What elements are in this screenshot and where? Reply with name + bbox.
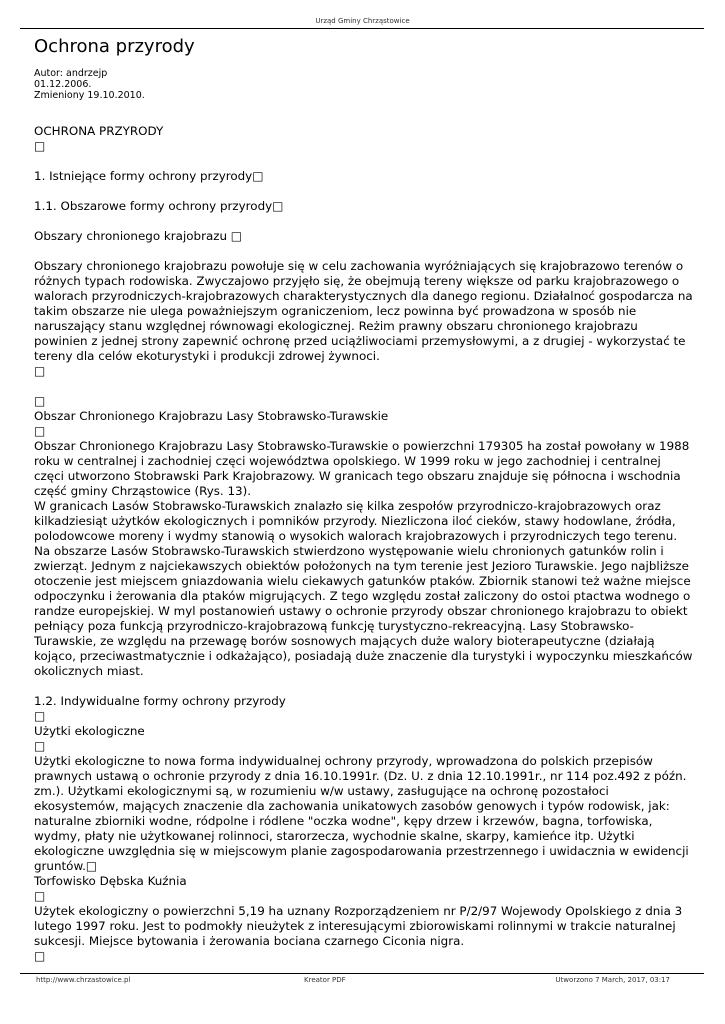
section-heading-ochrona-przyrody: OCHRONA PRZYRODY □ <box>34 124 164 153</box>
footer-url-link[interactable]: http://www.chrzastowice.pl <box>36 976 131 984</box>
spacer <box>34 679 694 694</box>
spacer <box>34 214 694 229</box>
spacer <box>34 154 694 169</box>
spacer <box>34 379 694 394</box>
page-header-site-name: Urząd Gminy Chrząstowice <box>315 17 410 25</box>
footer-generator: Kreator PDF <box>304 976 346 984</box>
spacer <box>34 244 694 259</box>
page-title: Ochrona przyrody <box>34 36 195 57</box>
section-heading-obszarowe-formy: 1.1. Obszarowe formy ochrony przyrody□ <box>34 199 284 213</box>
subheading-obszary-chronionego-krajobrazu: Obszary chronionego krajobrazu □ <box>34 229 243 243</box>
header-divider <box>20 28 704 29</box>
footer-divider <box>20 973 704 974</box>
footer-created-date: Utworzono 7 March, 2017, 03:17 <box>555 976 670 984</box>
section-heading-istniejace-formy: 1. Istniejące formy ochrony przyrody□ <box>34 169 264 183</box>
paragraph-indywidualne-formy: 1.2. Indywidualne formy ochrony przyrody □ Użytki ekologiczne □ Użytki ekologiczne to nowa forma indywidualnej ochrony przyrody, wprowadzona do polskich przepisów prawnych ustawą o ochronie przyrody z dnia 16.10.1991r. (Dz. U. z dnia 12.10.1991r., nr 114 poz.492 z późn. zm.). Użytkami ekologicznymi są, w rozumieniu w/w ustawy, zasługujące na ochronę pozostałoci ekosystemów, mających znaczenie dla zachowania unikatowych zasobów genowych i typów rodowisk, jak: naturalne zbiorniki wodne, ródpolne i ródlene "oczka wodne", kępy drzew i krzewów, bagna, torfowiska, wydmy, płaty nie użytkowanej rolinnoci, starorzecza, wychodnie skalne, skarpy, kamieńce itp. Użytki ekologiczne uwzględnia się w miejscowym planie zagospodarowania przestrzennego i uwidacznia w ewidencji gruntów.□ Torfowisko Dębska Kuźnia □ Użytek ekologiczny o powierzchni 5,19 ha uznany Rozporządzeniem nr P/2/97 Wojewody Opolskiego z dnia 3 lutego 1997 roku. Jest to podmokły nieużytek z interesującymi zbiorowiskami rolinnymi w trakcie naturalnej sukcesji. Miejsce bytowania i żerowania bociana czarnego Ciconia nigra. □ <box>34 694 689 963</box>
paragraph-obszary-description: Obszary chronionego krajobrazu powołuje się w celu zachowania wyróżniających się krajobrazowo terenów o różnych typach rodowiska. Zwyczajowo przyjęło się, że obejmują tereny większe od parku krajobrazowego o walorach przyrodniczych-krajobrazowych charakterystycznych dla danego regionu. Działalnoć gospodarcza na takim obszarze nie ulega poważniejszym ograniczeniom, lecz powinna być prowadzona w sposób nie naruszający stanu względnej równowagi ekologicznej. Reżim prawny obszaru chronionego krajobrazu powinien z jednej strony zapewnić ochronę przed uciążliwociami przemysłowymi, a z drugiej - wykorzystać te tereny dla celów ekoturystyki i produkcji zdrowej żywnoci. □ <box>34 259 693 378</box>
paragraph-lasy-stobrawsko-turawskie: □ Obszar Chronionego Krajobrazu Lasy Stobrawsko-Turawskie □ Obszar Chronionego Krajobrazu Lasy Stobrawsko-Turawskie o powierzchni 179305 ha został powołany w 1988 roku w centralnej i zachodniej częci województwa opolskiego. W 1999 roku w jego zachodniej i centralnej częci utworzono Stobrawski Park Krajobrazowy. W granicach tego obszaru znajduje się północna i wschodnia część gminy Chrząstowice (Rys. 13). W granicach Lasów Stobrawsko-Turawskich znalazło się kilka zespołów przyrodniczo-krajobrazowych oraz kilkadziesiąt użytków ekologicznych i pomników przyrody. Niezliczona iloć cieków, stawy hodowlane, źródła, polodowcowe moreny i wydmy stanowią o wysokich walorach krajobrazowych i przyrodniczych tego terenu. Na obszarze Lasów Stobrawsko-Turawskich stwierdzono występowanie wielu chronionych gatunków rolin i zwierząt. Jednym z najciekawszych obiektów położonych na tym terenie jest Jezioro Turawskie. Jego najbliższe otoczenie jest miejscem gniazdowania wielu ciekawych gatunków ptaków. Zbiornik stanowi też ważne miejsce odpoczynku i żerowania dla ptaków migrujących. Z tego względu został zaliczony do ostoi ptactwa wodnego o randze europejskiej. W myl postanowień ustawy o ochronie przyrody obszar chronionego krajobrazu to obiekt pełniący poza funkcją przyrodniczo-krajobrazową funkcję turystyczno-rekreacyjną. Lasy Stobrawsko-Turawskie, ze względu na przewagę borów sosnowych mających duże walory bioterapeutyczne (działają kojąco, przeciwastmatycznie i odkażająco), posiadają duże znaczenie dla turystyki i wypoczynku mieszkańców okolicznych miast. <box>34 394 693 678</box>
article-body <box>34 124 694 964</box>
modified-date: Zmieniony 19.10.2010. <box>34 90 145 101</box>
author-line: Autor: andrzejp <box>34 68 108 79</box>
document-meta <box>34 68 145 101</box>
page-footer <box>0 976 725 986</box>
spacer <box>34 184 694 199</box>
created-date: 01.12.2006. <box>34 79 92 90</box>
